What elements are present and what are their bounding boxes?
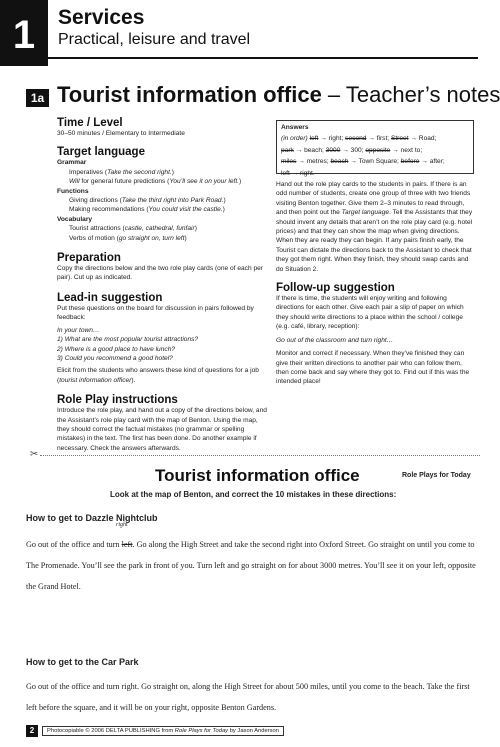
followup-example: Go out of the classroom and turn right… — [276, 336, 394, 344]
section-subtitle: Practical, leisure and travel — [58, 31, 251, 48]
page-number: 2 — [26, 725, 38, 737]
left-column — [57, 117, 267, 453]
card-instruction: Look at the map of Benton, and correct the 10 mistakes in these directions: — [110, 490, 397, 499]
header-rule — [48, 57, 478, 59]
answers-line: miles → metres; beach → Town Square; before → after; — [281, 158, 445, 166]
leadin-question: 3) Could you recommend a good hotel? — [57, 354, 173, 362]
answers-box — [276, 120, 474, 177]
answers-label: Answers — [281, 124, 309, 131]
copyright-footer: Photocopiable © 2006 DELTA PUBLISHING from Role Plays for Today by Jason Anderson — [42, 726, 284, 736]
leadin-elicit: Elicit from the students who answers these kind of questions for a job (tourist information officer). — [57, 367, 259, 384]
preparation-text: Copy the directions below and the two role play cards (one of each per pair). Cut up as indicated. — [57, 265, 263, 282]
dazzle-directions: Go out of the office and turn left. Go along the High Street and take the second right into Oxford Street. Go straight on until you come to The Promenade. You’ll see the park in front of you. Turn left and go straight on for about 3000 metres. You’ll see it on your left, opposite the Grand Hotel. — [26, 540, 476, 591]
roleplay-heading: Role Play instructions — [57, 394, 178, 407]
section-number: 1 — [0, 0, 48, 66]
answers-line: park → beach; 3000 → 300; opposite → next to; — [281, 146, 423, 154]
cut-line — [40, 455, 480, 456]
vocabulary-item: Verbs of motion (go straight on, turn left) — [69, 234, 187, 242]
vocabulary-label: Vocabulary — [57, 215, 93, 223]
handwritten-correction: right — [116, 522, 128, 528]
carpark-heading: How to get to the Car Park — [26, 657, 139, 667]
followup-text-2: Monitor and correct if necessary. When they’ve finished they can give their written directions to another pair who can follow them, then come back and say where they got to. Find out if this was the intended place! — [276, 350, 470, 386]
preparation-heading: Preparation — [57, 252, 121, 265]
functions-item: Making recommendations (You could visit the castle.) — [69, 206, 225, 214]
dazzle-heading: How to get to Dazzle Nightclub — [26, 513, 158, 523]
scissors-icon: ✂ — [30, 449, 39, 460]
vocabulary-item: Tourist attractions (castle, cathedral, funfair) — [69, 225, 197, 233]
section-title: Services — [58, 6, 145, 29]
answers-line: (in order) left → right; second → first; Street → Road; — [281, 135, 437, 143]
functions-label: Functions — [57, 187, 89, 195]
time-heading: Time / Level — [57, 117, 123, 129]
grammar-item: Will for general future predictions (You’ll see it on your left.) — [69, 178, 242, 186]
leadin-question: In your town… — [57, 326, 100, 334]
right-column — [276, 180, 474, 387]
followup-heading: Follow-up suggestion — [276, 282, 395, 295]
answers-line: left → right. — [281, 169, 315, 177]
lesson-code: 1a — [26, 89, 49, 107]
roleplay-text: Introduce the role play, and hand out a copy of the directions below, and the Assistant’s role play card with the map of Benton. Using the map, they should correct the factual mistakes (no grammar or spelling mistakes) in the text. The first has been done. Do another example if necessary. Check the answers afterwards. — [57, 407, 267, 452]
lesson-title — [57, 82, 500, 108]
card-title: Tourist information office — [155, 466, 360, 485]
lesson-title-main: Tourist information office — [57, 82, 322, 107]
carpark-directions: Go out of the office and turn right. Go straight on, along the High Street for about 500 miles, until you come to the beach. Take the first left before the square, and it will be on your right, opposite Benton Gardens. — [26, 682, 470, 712]
card-role-label: Role Plays for Today — [402, 472, 471, 479]
time-text: 30–50 minutes / Elementary to Intermediate — [57, 130, 185, 137]
grammar-item: Imperatives (Take the second right.) — [69, 168, 174, 176]
right-para-1: Hand out the role play cards to the students in pairs. If there is an odd number of students, create one group of three with two friends visiting Benton together. Give them 2–3 minutes to read through, and then point out the Target language. Tell the Assistants that they should invent any details that aren’t on the role play card (e.g. hotel prices) and that they can show the map when giving directions. When they are ready they can begin. If any pairs finish early, the Tourist can dictate the directions back to the Assistant to check that they got them right. When they finish, they should swap cards and do Situation 2. — [276, 181, 473, 273]
lesson-title-suffix: – Teacher’s notes — [321, 82, 500, 107]
target-heading: Target language — [57, 146, 145, 159]
functions-item: Giving directions (Take the third right into Park Road.) — [69, 197, 226, 205]
grammar-label: Grammar — [57, 159, 87, 167]
leadin-text: Put these questions on the board for discussion in pairs followed by feedback: — [57, 304, 254, 322]
leadin-question: 2) Where is a good place to have lunch? — [57, 345, 176, 353]
leadin-heading: Lead-in suggestion — [57, 291, 163, 304]
followup-text: If there is time, the students will enjoy writing and following directions for each other. Give each pair a slip of paper on which they should write directions to a place within the school / college (e.g. café, library, reception): — [276, 295, 464, 331]
leadin-question: 1) What are the most popular tourist attractions? — [57, 336, 199, 344]
